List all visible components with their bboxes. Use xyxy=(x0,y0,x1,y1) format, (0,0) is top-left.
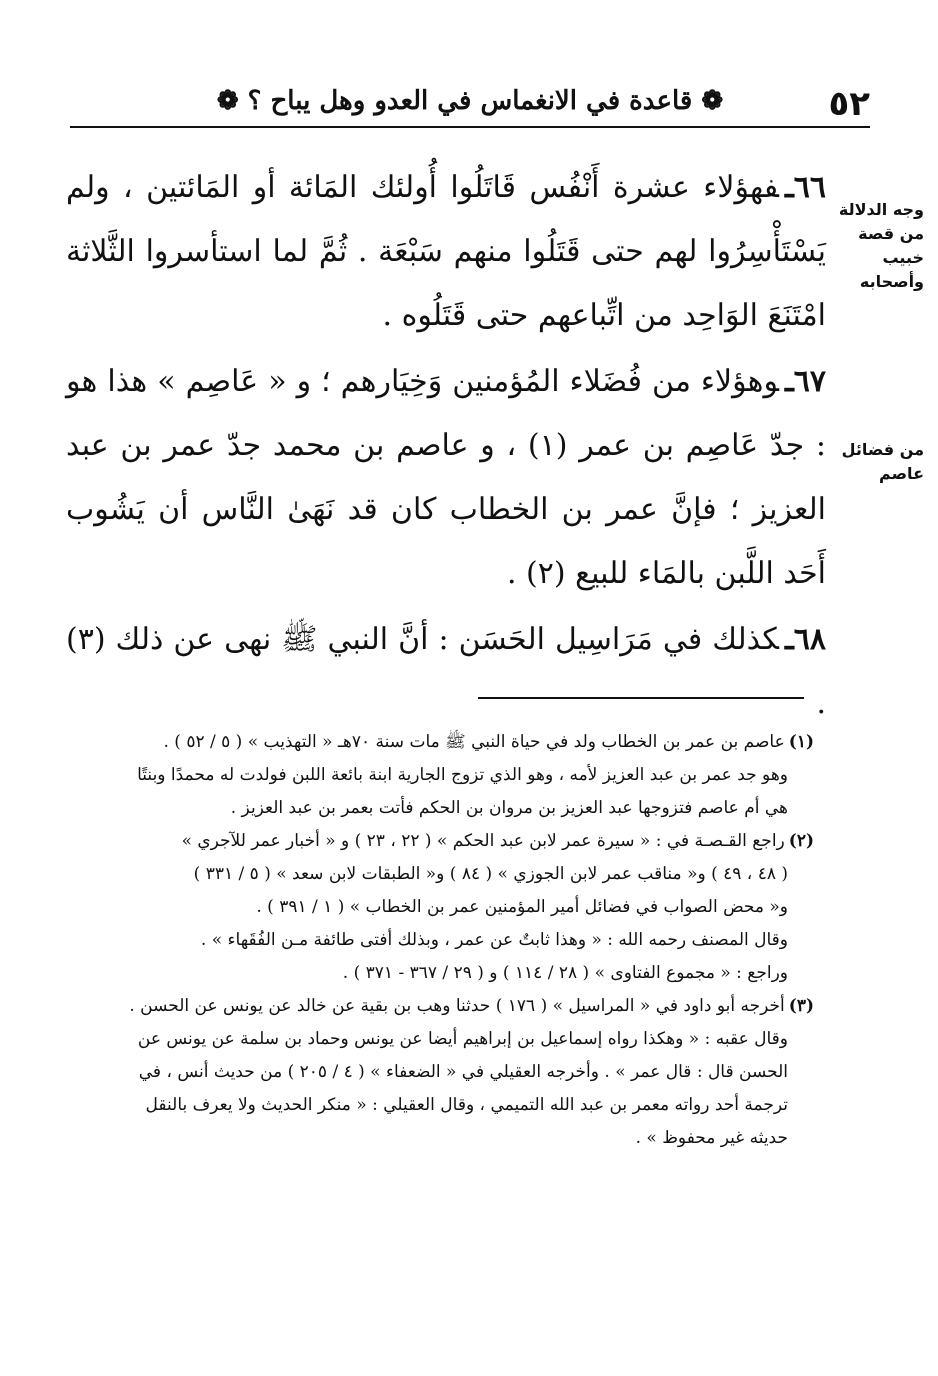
footnote-line: حديثه غير محفوظ » . xyxy=(635,1128,788,1148)
page-number: ٥٢ xyxy=(828,84,870,124)
paragraph-number: ٦٨ـ xyxy=(784,622,826,657)
paragraph-text: فهؤلاء عشرة أَنْفُس قَاتَلُوا أُولئك المَائة أو المَائتين ، ولم يَسْتَأْسِرُوا لهم حتى قَتَلُوا منهم سَبْعَة . ثُمَّ لما استأسروا الثَّلاثة امْتَنَعَ الوَاحِد من اتِّباعهم حتى قَتَلُوه . xyxy=(66,170,826,333)
footnotes xyxy=(66,726,814,1155)
footnote-line: ( ٤٨ ، ٤٩ ) و« مناقب عمر لابن الجوزي » ( ٨٤ ) و« الطبقات لابن سعد » ( ٥ / ٣٣١ ) xyxy=(193,864,788,884)
footnote-line: عاصم بن عمر بن الخطاب ولد في حياة النبي ﷺ مات سنة ٧٠هـ « التهذيب » ( ٥ / ٥٢ ) . xyxy=(163,732,785,752)
footnote-line: وقال عقبه : « وهكذا رواه إسماعيل بن إبراهيم أيضا عن يونس وحماد بن سلمة عن يونس عن xyxy=(137,1029,788,1049)
footnote-number: (٢) xyxy=(788,831,814,851)
footnote-1 xyxy=(66,726,814,825)
footnote-line: وهو جد عمر بن عبد العزيز لأمه ، وهو الذي تزوج الجارية ابنة بائعة اللبن فولدت له محمدًا وبنتًا xyxy=(137,765,788,785)
footnote-line: أخرجه أبو داود في « المراسيل » ( ١٧٦ ) حدثنا وهب بن بقية عن خالد عن يونس عن الحسن . xyxy=(129,996,785,1016)
footnote-line: الحسن قال : قال عمر » . وأخرجه العقيلي في « الضعفاء » ( ٤ / ٢٠٥ ) من حديث أنس ، في xyxy=(138,1062,788,1082)
footnote-number: (٣) xyxy=(788,996,814,1016)
main-text xyxy=(66,156,826,736)
footnote-line: و« محض الصواب في فضائل أمير المؤمنين عمر بن الخطاب » ( ١ / ٣٩١ ) . xyxy=(256,897,788,917)
page-header xyxy=(70,78,870,122)
footnote-line: راجع القـصـة في : « سيرة عمر لابن عبد الحكم » ( ٢٢ ، ٢٣ ) و « أخبار عمر للآجري » xyxy=(181,831,785,851)
footnote-line: ترجمة أحد رواته معمر بن عبد الله التميمي ، وقال العقيلي : « منكر الحديث ولا يعرف بالنقل xyxy=(145,1095,788,1115)
paragraph-67 xyxy=(66,350,826,606)
header-rule xyxy=(70,126,870,128)
paragraph-number: ٦٧ـ xyxy=(784,364,826,399)
footnote-number: (١) xyxy=(788,732,814,752)
footnote-rule xyxy=(478,697,804,699)
margin-note: وجه الدلالة من قصة خبيب وأصحابه xyxy=(838,200,924,291)
footnote-3 xyxy=(66,990,814,1155)
paragraph-text: وهؤلاء من فُضَلاء المُؤمنين وَخِيَارهم ؛ و « عَاصِم » هذا هو : جدّ عَاصِم بن عمر (١) ، و عاصم بن محمد جدّ عمر بن عبد العزيز ؛ فإنَّ عمر بن الخطاب كان قد نَهَىٰ النَّاس أن يَشُوب أَحَد اللَّبن بالمَاء للبيع (٢) . xyxy=(66,364,826,591)
footnote-line: وراجع : « مجموع الفتاوى » ( ٢٨ / ١١٤ ) و ( ٢٩ / ٣٦٧ - ٣٧١ ) . xyxy=(342,963,788,983)
paragraph-number: ٦٦ـ xyxy=(784,170,826,205)
margin-note: من فضائل عاصم xyxy=(841,440,924,483)
footnote-line: هي أم عاصم فتزوجها عبد العزيز بن مروان بن الحكم فأتت بعمر بن عبد العزيز . xyxy=(230,798,788,818)
running-title: ❁ قاعدة في الانغماس في العدو وهل يباح ؟ ❁ xyxy=(216,86,724,116)
footnote-line: وقال المصنف رحمه الله : « وهذا ثابتٌ عن عمر ، وبذلك أفتى طائفة مـن الفُقَهاء » . xyxy=(200,930,788,950)
paragraph-66 xyxy=(66,156,826,348)
paragraph-text: كذلك في مَرَاسِيل الحَسَن : أنَّ النبي ﷺ نهى عن ذلك (٣) . xyxy=(66,622,826,721)
paragraph-68 xyxy=(66,608,826,736)
footnote-2 xyxy=(66,825,814,990)
